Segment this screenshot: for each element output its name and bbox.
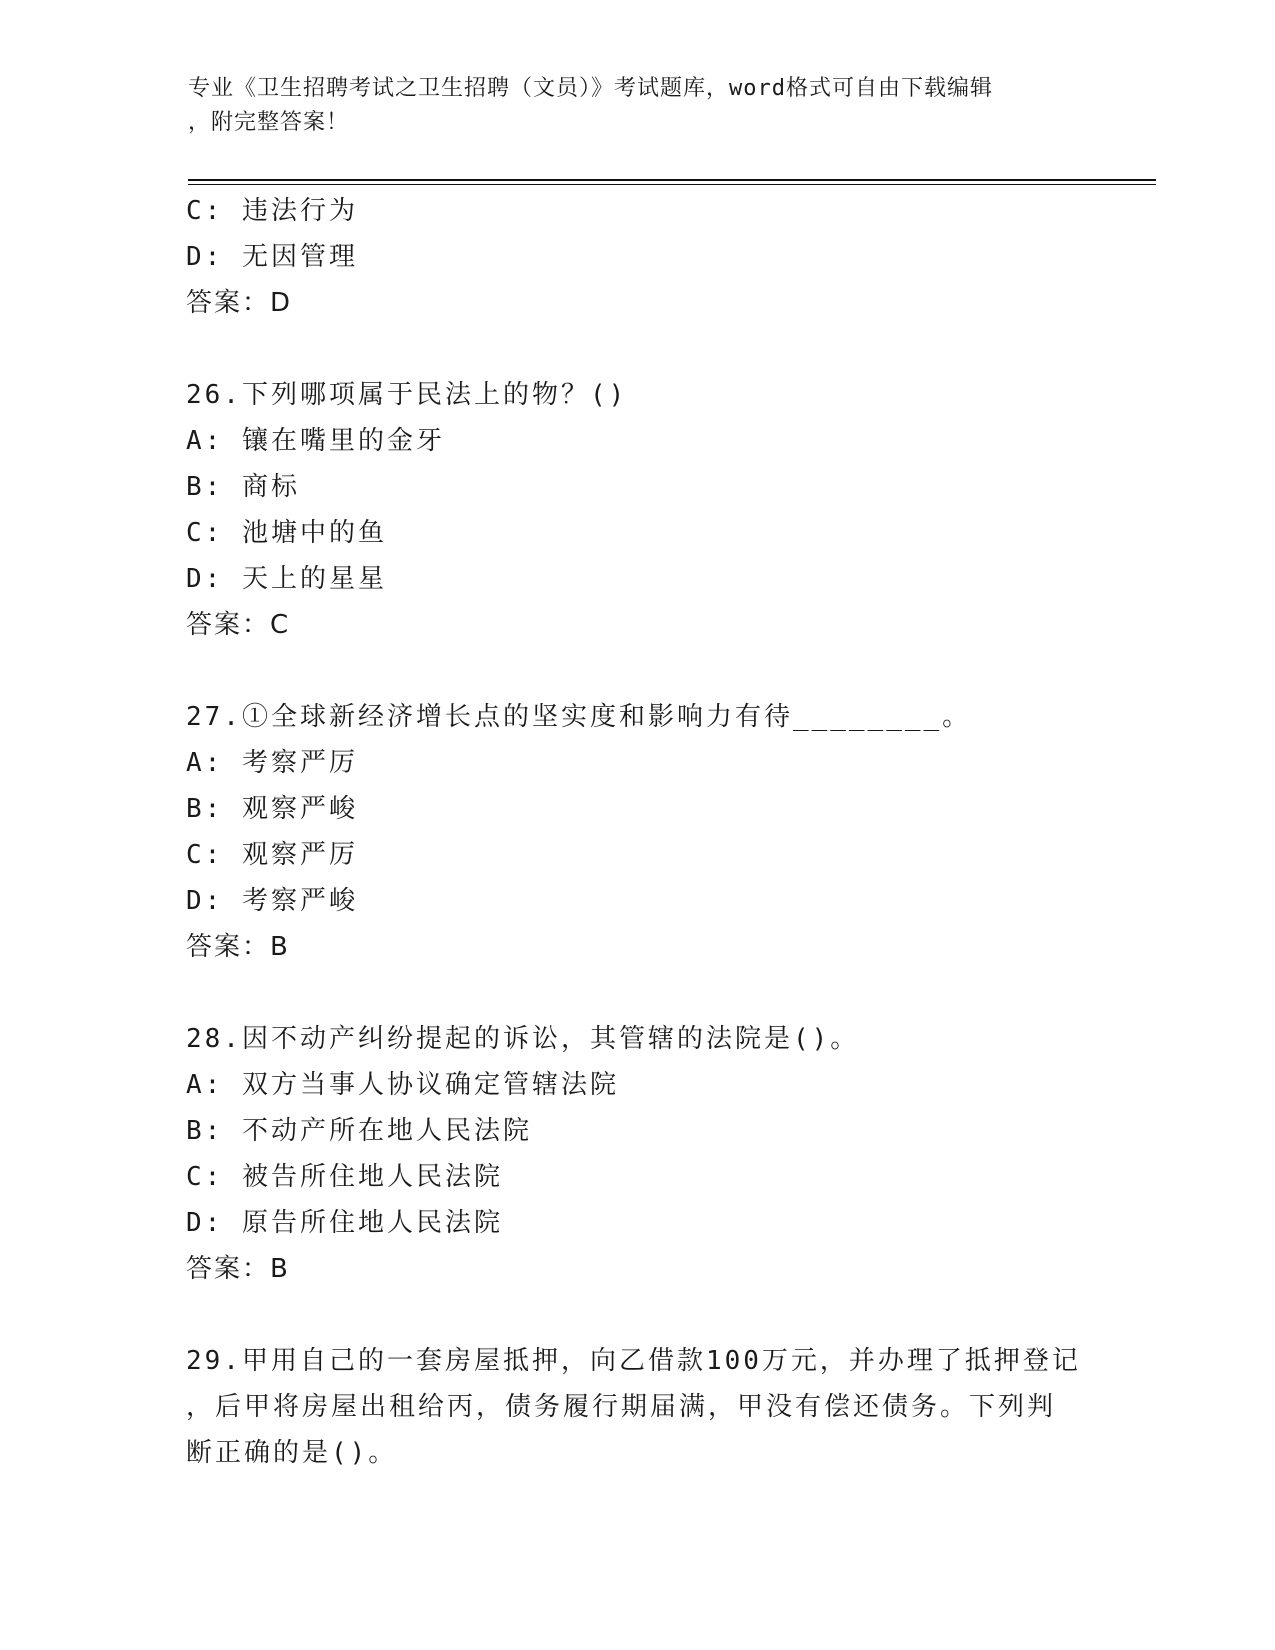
- q26-option-d: D: 天上的星星: [186, 564, 387, 594]
- q26-option-b: B: 商标: [186, 472, 300, 502]
- q25-option-c: C: 违法行为: [186, 196, 358, 226]
- header-line-1: 专业《卫生招聘考试之卫生招聘（文员）》考试题库，word格式可自由下载编辑: [188, 76, 993, 101]
- q27-option-c: C: 观察严厉: [186, 840, 358, 870]
- q27-answer: 答案：B: [186, 932, 290, 962]
- q28-answer: 答案：B: [186, 1254, 290, 1284]
- header-rule-thick: [188, 179, 1156, 181]
- q26-option-a: A: 镶在嘴里的金牙: [186, 426, 445, 456]
- q28-option-a: A: 双方当事人协议确定管辖法院: [186, 1070, 619, 1100]
- q29-stem-line-2: ，后甲将房屋出租给丙，债务履行期届满，甲没有偿还债务。下列判: [186, 1392, 1057, 1422]
- q28-option-c: C: 被告所住地人民法院: [186, 1162, 503, 1192]
- q29-stem-line-1: 29.甲用自己的一套房屋抵押，向乙借款100万元，并办理了抵押登记: [186, 1346, 1081, 1376]
- q27-stem: 27.①全球新经济增长点的坚实度和影响力有待________。: [186, 702, 972, 732]
- q29-stem-line-3: 断正确的是()。: [186, 1438, 398, 1468]
- header-rule-thin: [188, 184, 1156, 185]
- header-line-2: ，附完整答案！: [188, 110, 350, 135]
- q25-option-d: D: 无因管理: [186, 242, 358, 272]
- q28-stem: 28.因不动产纠纷提起的诉讼，其管辖的法院是()。: [186, 1024, 860, 1054]
- q27-option-d: D: 考察严峻: [186, 886, 358, 916]
- q27-option-a: A: 考察严厉: [186, 748, 358, 778]
- q26-stem: 26.下列哪项属于民法上的物？(): [186, 380, 628, 410]
- document-header: [188, 72, 1088, 140]
- q28-option-b: B: 不动产所在地人民法院: [186, 1116, 532, 1146]
- question-list: [186, 188, 1086, 1476]
- q26-option-c: C: 池塘中的鱼: [186, 518, 387, 548]
- q25-answer: 答案：D: [186, 288, 293, 318]
- q26-answer: 答案：C: [186, 610, 291, 640]
- q28-option-d: D: 原告所住地人民法院: [186, 1208, 503, 1238]
- q27-option-b: B: 观察严峻: [186, 794, 358, 824]
